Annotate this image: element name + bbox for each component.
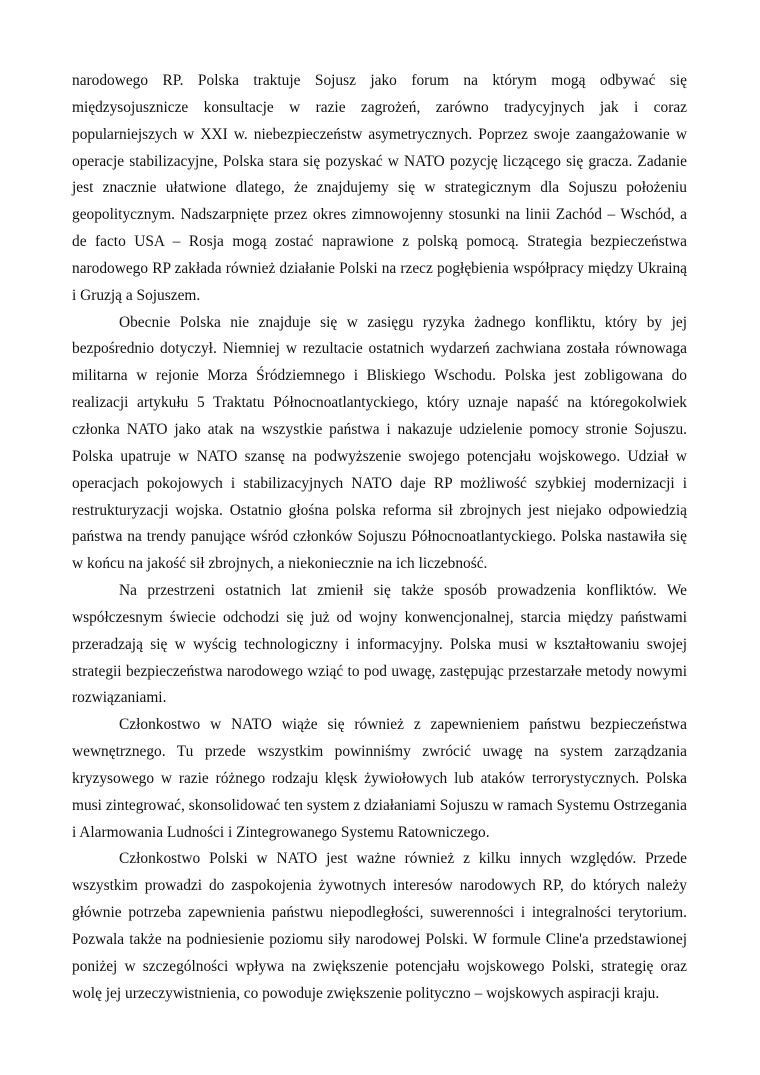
document-page xyxy=(72,68,687,1008)
paragraph: Obecnie Polska nie znajduje się w zasięgu ryzyka żadnego konfliktu, który by jej bezpośrednio dotyczył. Niemniej w rezultacie ostatnich wydarzeń zachwiana została równowaga militarna w rejonie Morza Śródziemnego i Bliskiego Wschodu. Polska jest zobligowana do realizacji artykułu 5 Traktatu Północnoatlantyckiego, który uznaje napaść na któregokolwiek członka NATO jako atak na wszystkie państwa i nakazuje udzielenie pomocy stronie Sojuszu. Polska upatruje w NATO szansę na podwyższenie swojego potencjału wojskowego. Udział w operacjach pokojowych i stabilizacyjnych NATO daje RP możliwość szybkiej modernizacji i restrukturyzacji wojska. Ostatnio głośna polska reforma sił zbrojnych jest niejako odpowiedzią państwa na trendy panujące wśród członków Sojuszu Północnoatlantyckiego. Polska nastawiła się w końcu na jakość sił zbrojnych, a niekoniecznie na ich liczebność. xyxy=(72,313,687,573)
paragraph: Członkostwo w NATO wiąże się również z zapewnieniem państwu bezpieczeństwa wewnętrznego. Tu przede wszystkim powinniśmy zwrócić uwagę na system zarządzania kryzysowego w razie różnego rodzaju klęsk żywiołowych lub ataków terrorystycznych. Polska musi zintegrować, skonsolidować ten system z działaniami Sojuszu w ramach Systemu Ostrzegania i Alarmowania Ludności i Zintegrowanego Systemu Ratowniczego. xyxy=(72,716,687,841)
paragraph: Na przestrzeni ostatnich lat zmienił się także sposób prowadzenia konfliktów. We współczesnym świecie odchodzi się już od wojny konwencjonalnej, starcia między państwami przeradzają się w wyścig technologiczny i informacyjny. Polska musi w kształtowaniu swojej strategii bezpieczeństwa narodowego wziąć to pod uwagę, zastępując przestarzałe metody nowymi rozwiązaniami. xyxy=(72,582,687,707)
paragraph: Członkostwo Polski w NATO jest ważne również z kilku innych względów. Przede wszystkim prowadzi do zaspokojenia żywotnych interesów narodowych RP, do których należy głównie potrzeba zapewnienia państwu niepodległości, suwerenności i integralności terytorium. Pozwala także na podniesienie poziomu siły narodowej Polski. W formule Cline'a przedstawionej poniżej w szczególności wpływa na zwiększenie potencjału wojskowego Polski, strategię oraz wolę jej urzeczywistnienia, co powoduje zwiększenie polityczno – wojskowych aspiracji kraju. xyxy=(72,850,687,1002)
paragraph-continuation: narodowego RP. Polska traktuje Sojusz jako forum na którym mogą odbywać się międzysojusznicze konsultacje w razie zagrożeń, zarówno tradycyjnych jak i coraz popularniejszych w XXI w. niebezpieczeństw asymetrycznych. Poprzez swoje zaangażowanie w operacje stabilizacyjne, Polska stara się pozyskać w NATO pozycję liczącego się gracza. Zadanie jest znacznie ułatwione dlatego, że znajdujemy się w strategicznym dla Sojuszu położeniu geopolitycznym. Nadszarpnięte przez okres zimnowojenny stosunki na linii Zachód – Wschód, a de facto USA – Rosja mogą zostać naprawione z polską pomocą. Strategia bezpieczeństwa narodowego RP zakłada również działanie Polski na rzecz pogłębienia współpracy między Ukrainą i Gruzją a Sojuszem. xyxy=(72,72,687,304)
